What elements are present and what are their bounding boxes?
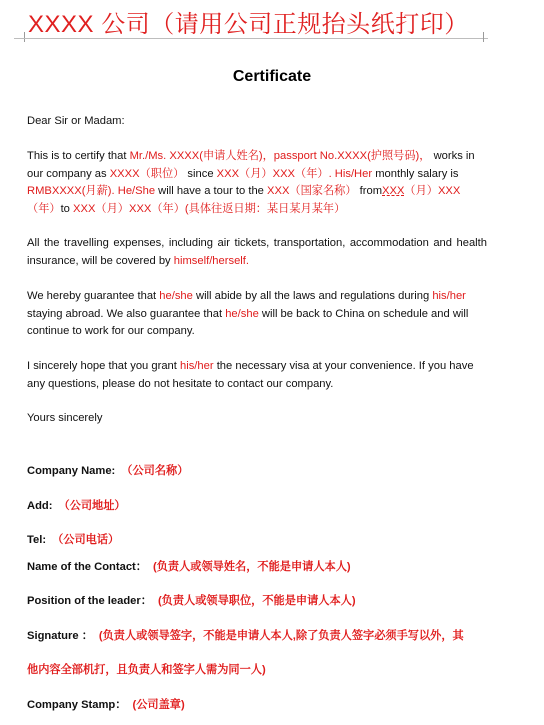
text: will be back to China on schedule and will continue to work for our company.: [27, 307, 469, 337]
placeholder-since-date: XXX（月）XXX（年）. His/Her: [216, 167, 373, 180]
placeholder-pronoun: his/her: [432, 290, 466, 302]
field-tel: [27, 532, 497, 549]
field-label: Name of the Contact：: [27, 561, 147, 573]
field-value: (负责人或领导职位，不能是申请人本人): [157, 595, 356, 607]
field-value: （公司电话）: [52, 534, 120, 546]
paragraph-expenses: [27, 235, 487, 270]
header-rule: [14, 38, 488, 39]
placeholder-from-xxx: XXX: [382, 185, 405, 197]
field-value: (公司盖章): [132, 699, 185, 711]
text: staying abroad. We also guarantee that: [27, 307, 226, 320]
field-address: [27, 498, 497, 515]
field-label: Position of the leader：: [27, 595, 152, 607]
placeholder-to-date: XXX（月）XXX（年）(具体往返日期：某日某月某年）: [69, 202, 346, 215]
placeholder-pronoun: his/her: [180, 360, 214, 372]
text: will have a tour to the: [155, 185, 268, 197]
margin-corner-mark-right: [483, 32, 494, 42]
paragraph-guarantee: [27, 288, 487, 341]
field-label: Tel:: [27, 534, 47, 546]
text: from: [356, 185, 383, 197]
placeholder-salary: RMBXXXX(月薪). He/She: [27, 185, 156, 197]
placeholder-pronoun: he/she: [159, 290, 193, 302]
closing: Yours sincerely: [27, 412, 103, 424]
field-label: Signature ：: [27, 630, 93, 642]
field-position: [27, 593, 497, 610]
paragraph-certification: [27, 148, 487, 218]
field-label: Company Stamp：: [27, 699, 127, 711]
text: since: [184, 167, 217, 180]
field-value: (负责人或领导签字，不能是申请人本人,除了负责人签字必须手写以外，其: [98, 630, 464, 642]
field-label: Add:: [27, 500, 53, 512]
text: This is to certify that: [27, 150, 130, 162]
field-contact: [27, 559, 497, 576]
field-value: （公司名称）: [121, 465, 189, 477]
field-company-stamp: [27, 697, 497, 714]
field-value: （公司地址）: [58, 500, 126, 512]
text: We hereby guarantee that: [27, 290, 160, 302]
text: works in our company as: [27, 150, 475, 180]
text: monthly salary is: [372, 167, 459, 180]
field-signature: [27, 628, 497, 645]
placeholder-pronoun: himself/herself.: [173, 254, 249, 267]
field-signature-continued: 他内容全部机打，且负责人和签字人需为同一人): [27, 664, 266, 676]
margin-corner-mark-left: [14, 32, 25, 42]
text: to: [60, 202, 70, 215]
placeholder-country: XXX（国家名称）: [267, 185, 357, 197]
placeholder-position: XXXX（职位）: [109, 167, 185, 180]
placeholder-applicant: Mr./Ms. XXXX(申请人姓名)，passport No.XXXX(护照号码)，: [129, 150, 431, 162]
field-value: (负责人或领导姓名，不能是申请人本人): [152, 561, 351, 573]
salutation: Dear Sir or Madam:: [27, 115, 125, 127]
text: the necessary visa at your convenience. If you have any questions, please do not hesitate to contact our company.: [27, 360, 474, 390]
text: I sincerely hope that you grant: [27, 360, 180, 372]
text: All the travelling expenses, including air tickets, transportation, accommodation and health insurance, will be covered by: [27, 237, 487, 267]
document-title: Certificate: [232, 68, 312, 85]
field-label: Company Name:: [27, 465, 116, 477]
letterhead-text: XXXX 公司（请用公司正规抬头纸打印）: [28, 11, 469, 38]
field-company-name: [27, 463, 497, 480]
placeholder-pronoun: he/she: [225, 307, 259, 320]
paragraph-request: [27, 358, 487, 393]
text: will abide by all the laws and regulations during: [192, 290, 433, 302]
placeholder-from-date: （月）XXX（年）: [27, 185, 461, 215]
